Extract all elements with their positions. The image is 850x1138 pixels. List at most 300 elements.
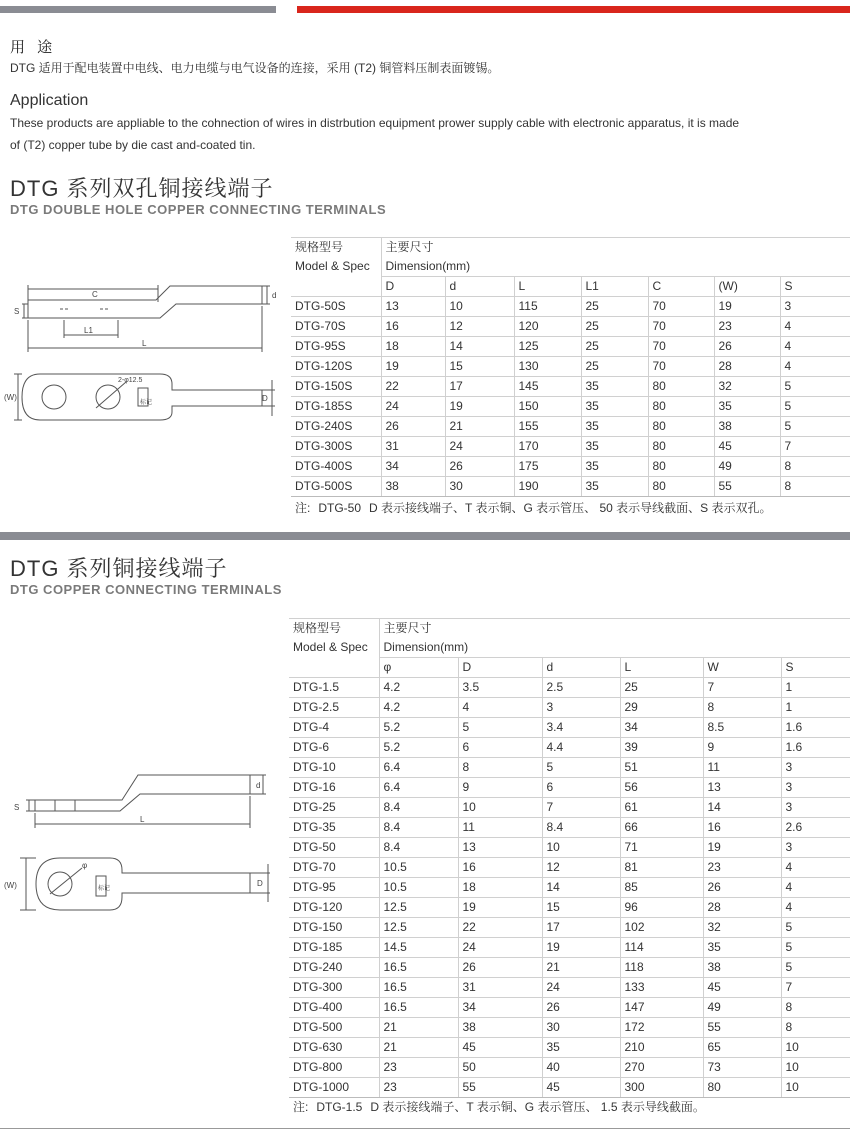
table-header-row (289, 619, 850, 639)
value-cell: 8 (781, 998, 850, 1018)
header-spec-en: Model & Spec (295, 259, 370, 274)
value-cell: 22 (381, 377, 445, 397)
value-cell: 14 (542, 878, 620, 898)
value-cell: 45 (703, 978, 781, 998)
value-cell: 16.5 (379, 978, 458, 998)
value-cell: 25 (581, 297, 648, 317)
value-cell: 35 (581, 417, 648, 437)
column-header: d (542, 658, 620, 678)
application-heading: Application (10, 92, 89, 109)
column-header: W (703, 658, 781, 678)
value-cell: 6 (542, 778, 620, 798)
value-cell: 25 (581, 317, 648, 337)
value-cell: 3.5 (458, 678, 542, 698)
table-row (289, 938, 850, 958)
value-cell: 5.2 (379, 738, 458, 758)
value-cell: 12 (542, 858, 620, 878)
dim-label-d-large: D (257, 879, 263, 888)
value-cell: 19 (458, 898, 542, 918)
value-cell: 80 (648, 457, 714, 477)
value-cell: 1.6 (781, 738, 850, 758)
double-hole-terminal-drawing (0, 280, 285, 430)
table-header-row (291, 238, 850, 258)
value-cell: 17 (542, 918, 620, 938)
value-cell: 5.2 (379, 718, 458, 738)
value-cell: 6 (458, 738, 542, 758)
value-cell: 35 (581, 437, 648, 457)
value-cell: 26 (445, 457, 514, 477)
header-spec-cn: 规格型号 (291, 238, 381, 258)
value-cell: 28 (714, 357, 780, 377)
dim-label-d-small: d (272, 291, 277, 300)
value-cell: 4.4 (542, 738, 620, 758)
value-cell: 18 (458, 878, 542, 898)
value-cell: 39 (620, 738, 703, 758)
value-cell: 16 (458, 858, 542, 878)
value-cell: 1 (781, 678, 850, 698)
value-cell: 8.4 (379, 798, 458, 818)
model-cell: DTG-50S (291, 297, 381, 317)
value-cell: 8.4 (542, 818, 620, 838)
value-cell: 80 (703, 1078, 781, 1098)
value-cell: 26 (542, 998, 620, 1018)
value-cell: 172 (620, 1018, 703, 1038)
value-cell: 5 (458, 718, 542, 738)
value-cell: 80 (648, 477, 714, 497)
value-cell: 65 (703, 1038, 781, 1058)
value-cell: 38 (714, 417, 780, 437)
value-cell: 18 (381, 337, 445, 357)
value-cell: 26 (703, 878, 781, 898)
header-dim-en: Dimension(mm) (381, 257, 850, 277)
value-cell: 9 (458, 778, 542, 798)
value-cell: 35 (581, 377, 648, 397)
value-cell: 19 (381, 357, 445, 377)
column-header: d (445, 277, 514, 297)
column-header: D (381, 277, 445, 297)
value-cell: 29 (620, 698, 703, 718)
value-cell: 15 (445, 357, 514, 377)
model-cell: DTG-400 (289, 998, 379, 1018)
section2-note (293, 1098, 705, 1115)
column-header: φ (379, 658, 458, 678)
value-cell: 145 (514, 377, 581, 397)
dim-label-c: C (92, 290, 98, 299)
model-cell: DTG-120S (291, 357, 381, 377)
header-spec-en: Model & Spec (293, 640, 368, 655)
dim-label-d-large: D (262, 394, 268, 403)
value-cell: 34 (620, 718, 703, 738)
value-cell: 35 (542, 1038, 620, 1058)
value-cell: 270 (620, 1058, 703, 1078)
value-cell: 13 (703, 778, 781, 798)
value-cell: 4 (781, 898, 850, 918)
value-cell: 155 (514, 417, 581, 437)
column-header-row (289, 658, 850, 678)
value-cell: 80 (648, 397, 714, 417)
usage-heading-cn: 用 途 (10, 39, 57, 56)
value-cell: 4.2 (379, 678, 458, 698)
value-cell: 5 (780, 377, 850, 397)
value-cell: 38 (458, 1018, 542, 1038)
value-cell: 24 (542, 978, 620, 998)
value-cell: 21 (379, 1018, 458, 1038)
table-row (289, 858, 850, 878)
value-cell: 26 (381, 417, 445, 437)
value-cell: 17 (445, 377, 514, 397)
model-cell: DTG-185S (291, 397, 381, 417)
column-header-spacer (291, 277, 381, 297)
table-row (289, 898, 850, 918)
value-cell: 3 (781, 798, 850, 818)
table-row (289, 1038, 850, 1058)
value-cell: 7 (780, 437, 850, 457)
value-cell: 120 (514, 317, 581, 337)
model-cell: DTG-630 (289, 1038, 379, 1058)
note-prefix: 注: (295, 501, 311, 515)
dim-label-l: L (142, 339, 147, 348)
model-cell: DTG-35 (289, 818, 379, 838)
value-cell: 35 (581, 397, 648, 417)
value-cell: 70 (648, 297, 714, 317)
value-cell: 3 (780, 297, 850, 317)
table-row (289, 738, 850, 758)
model-cell: DTG-1.5 (289, 678, 379, 698)
value-cell: 10.5 (379, 858, 458, 878)
bottom-rule (0, 1128, 850, 1129)
value-cell: 23 (703, 858, 781, 878)
value-cell: 55 (714, 477, 780, 497)
value-cell: 28 (703, 898, 781, 918)
value-cell: 70 (648, 317, 714, 337)
value-cell: 9 (703, 738, 781, 758)
value-cell: 35 (703, 938, 781, 958)
value-cell: 40 (542, 1058, 620, 1078)
value-cell: 19 (714, 297, 780, 317)
model-cell: DTG-1000 (289, 1078, 379, 1098)
value-cell: 38 (381, 477, 445, 497)
value-cell: 35 (581, 457, 648, 477)
model-cell: DTG-70 (289, 858, 379, 878)
table-row (291, 477, 850, 497)
value-cell: 81 (620, 858, 703, 878)
value-cell: 66 (620, 818, 703, 838)
value-cell: 4 (780, 317, 850, 337)
table-row (289, 778, 850, 798)
section1-title-cn: DTG 系列双孔铜接线端子 (10, 176, 274, 201)
value-cell: 5 (780, 417, 850, 437)
dim-label-d-small: d (256, 781, 261, 790)
value-cell: 125 (514, 337, 581, 357)
mark-label: 标记 (98, 886, 111, 892)
model-cell: DTG-70S (291, 317, 381, 337)
value-cell: 21 (445, 417, 514, 437)
value-cell: 11 (458, 818, 542, 838)
value-cell: 16 (703, 818, 781, 838)
header-dim-cn: 主要尺寸 (381, 238, 850, 258)
value-cell: 80 (648, 417, 714, 437)
application-text-line2: of (T2) copper tube by die cast and-coated tin. (10, 138, 256, 152)
table-row (291, 297, 850, 317)
dim-label-l: L (140, 815, 145, 824)
value-cell: 10 (542, 838, 620, 858)
value-cell: 10.5 (379, 878, 458, 898)
table-header-row (289, 638, 850, 658)
value-cell: 8 (780, 457, 850, 477)
note-prefix: 注: (293, 1100, 309, 1114)
table-row (289, 1058, 850, 1078)
table-row (291, 417, 850, 437)
double-hole-spec-table (291, 237, 850, 497)
value-cell: 190 (514, 477, 581, 497)
value-cell: 49 (703, 998, 781, 1018)
value-cell: 21 (542, 958, 620, 978)
table-row (289, 798, 850, 818)
dim-label-s: S (14, 803, 20, 812)
model-cell: DTG-50 (289, 838, 379, 858)
value-cell: 102 (620, 918, 703, 938)
table-header-row (291, 257, 850, 277)
value-cell: 6.4 (379, 758, 458, 778)
value-cell: 4.2 (379, 698, 458, 718)
value-cell: 45 (458, 1038, 542, 1058)
value-cell: 30 (445, 477, 514, 497)
value-cell: 3 (781, 838, 850, 858)
value-cell: 24 (381, 397, 445, 417)
table-row (289, 758, 850, 778)
model-cell: DTG-95 (289, 878, 379, 898)
value-cell: 35 (714, 397, 780, 417)
model-cell: DTG-400S (291, 457, 381, 477)
value-cell: 70 (648, 337, 714, 357)
model-cell: DTG-150S (291, 377, 381, 397)
model-cell: DTG-95S (291, 337, 381, 357)
value-cell: 1.6 (781, 718, 850, 738)
single-hole-terminal-drawing (0, 760, 285, 930)
value-cell: 5 (780, 397, 850, 417)
value-cell: 35 (581, 477, 648, 497)
column-header-row (291, 277, 850, 297)
value-cell: 13 (458, 838, 542, 858)
value-cell: 8 (780, 477, 850, 497)
value-cell: 130 (514, 357, 581, 377)
model-cell: DTG-16 (289, 778, 379, 798)
model-cell: DTG-2.5 (289, 698, 379, 718)
value-cell: 3 (781, 778, 850, 798)
model-cell: DTG-500S (291, 477, 381, 497)
value-cell: 31 (381, 437, 445, 457)
application-text-line1: These products are appliable to the cohnection of wires in distrbution equipment prower supply cable with electronic apparatus, it is made (10, 116, 740, 130)
column-header: L (620, 658, 703, 678)
note-text: D 表示接线端子、T 表示铜、G 表示管压、 1.5 表示导线截面。 (370, 1100, 705, 1114)
column-header-spacer (289, 658, 379, 678)
model-cell: DTG-800 (289, 1058, 379, 1078)
value-cell: 12.5 (379, 918, 458, 938)
value-cell: 12 (445, 317, 514, 337)
value-cell: 19 (542, 938, 620, 958)
model-cell: DTG-120 (289, 898, 379, 918)
column-header: S (781, 658, 850, 678)
value-cell: 115 (514, 297, 581, 317)
value-cell: 56 (620, 778, 703, 798)
value-cell: 55 (458, 1078, 542, 1098)
value-cell: 4 (781, 878, 850, 898)
section2-title-cn: DTG 系列铜接线端子 (10, 556, 228, 581)
value-cell: 3.4 (542, 718, 620, 738)
value-cell: 26 (714, 337, 780, 357)
dim-label-hole: 2-φ12.5 (118, 377, 143, 384)
table-row (289, 918, 850, 938)
value-cell: 4 (781, 858, 850, 878)
value-cell: 73 (703, 1058, 781, 1078)
table-row (289, 818, 850, 838)
table-row (291, 457, 850, 477)
header-dim-en: Dimension(mm) (379, 638, 850, 658)
value-cell: 23 (379, 1058, 458, 1078)
value-cell: 10 (781, 1078, 850, 1098)
value-cell: 10 (445, 297, 514, 317)
column-header: S (780, 277, 850, 297)
value-cell: 14 (445, 337, 514, 357)
value-cell: 3 (781, 758, 850, 778)
value-cell: 23 (714, 317, 780, 337)
table-row (291, 317, 850, 337)
model-cell: DTG-10 (289, 758, 379, 778)
value-cell: 34 (458, 998, 542, 1018)
copper-terminal-spec-table (289, 618, 850, 1098)
value-cell: 24 (458, 938, 542, 958)
value-cell: 45 (714, 437, 780, 457)
model-cell: DTG-240 (289, 958, 379, 978)
value-cell: 30 (542, 1018, 620, 1038)
model-cell: DTG-6 (289, 738, 379, 758)
table-row (289, 998, 850, 1018)
value-cell: 32 (714, 377, 780, 397)
dim-label-l1: L1 (84, 326, 93, 335)
value-cell: 7 (703, 678, 781, 698)
dim-label-w: (W) (4, 881, 17, 890)
value-cell: 8.5 (703, 718, 781, 738)
value-cell: 10 (781, 1038, 850, 1058)
table-row (289, 838, 850, 858)
table-row (289, 878, 850, 898)
column-header: (W) (714, 277, 780, 297)
header-dim-cn: 主要尺寸 (379, 619, 850, 639)
value-cell: 22 (458, 918, 542, 938)
value-cell: 26 (458, 958, 542, 978)
column-header: D (458, 658, 542, 678)
value-cell: 23 (379, 1078, 458, 1098)
top-gray-bar (0, 6, 276, 13)
dim-label-w: (W) (4, 393, 17, 402)
value-cell: 5 (781, 958, 850, 978)
usage-text-cn: DTG 适用于配电装置中电线、电力电缆与电气设备的连接，采用 (T2) 铜管料压制表面镀锡。 (10, 61, 500, 75)
value-cell: 4 (458, 698, 542, 718)
value-cell: 150 (514, 397, 581, 417)
table-row (291, 337, 850, 357)
value-cell: 6.4 (379, 778, 458, 798)
top-red-bar (297, 6, 850, 13)
value-cell: 25 (581, 337, 648, 357)
table-row (289, 718, 850, 738)
value-cell: 16.5 (379, 998, 458, 1018)
model-cell: DTG-150 (289, 918, 379, 938)
value-cell: 19 (703, 838, 781, 858)
value-cell: 21 (379, 1038, 458, 1058)
value-cell: 19 (445, 397, 514, 417)
value-cell: 300 (620, 1078, 703, 1098)
value-cell: 133 (620, 978, 703, 998)
model-cell: DTG-4 (289, 718, 379, 738)
model-cell: DTG-25 (289, 798, 379, 818)
value-cell: 1 (781, 698, 850, 718)
model-cell: DTG-300S (291, 437, 381, 457)
section2-title-en: DTG COPPER CONNECTING TERMINALS (10, 582, 282, 597)
table-row (289, 978, 850, 998)
note-model: DTG-50 (318, 501, 362, 515)
model-cell: DTG-240S (291, 417, 381, 437)
column-header: L (514, 277, 581, 297)
section1-note (295, 499, 772, 516)
section-divider-bar (0, 532, 850, 540)
value-cell: 45 (542, 1078, 620, 1098)
value-cell: 14 (703, 798, 781, 818)
note-model: DTG-1.5 (316, 1100, 363, 1114)
value-cell: 13 (381, 297, 445, 317)
model-cell: DTG-500 (289, 1018, 379, 1038)
model-cell: DTG-185 (289, 938, 379, 958)
value-cell: 7 (781, 978, 850, 998)
value-cell: 8 (703, 698, 781, 718)
header-spec-cn: 规格型号 (289, 619, 379, 639)
value-cell: 10 (781, 1058, 850, 1078)
column-header: C (648, 277, 714, 297)
value-cell: 10 (458, 798, 542, 818)
value-cell: 7 (542, 798, 620, 818)
value-cell: 15 (542, 898, 620, 918)
value-cell: 175 (514, 457, 581, 477)
table-row (291, 437, 850, 457)
table-row (289, 698, 850, 718)
mark-label: 标记 (140, 400, 153, 406)
value-cell: 51 (620, 758, 703, 778)
value-cell: 16 (381, 317, 445, 337)
value-cell: 118 (620, 958, 703, 978)
value-cell: 8.4 (379, 818, 458, 838)
value-cell: 12.5 (379, 898, 458, 918)
value-cell: 49 (714, 457, 780, 477)
value-cell: 31 (458, 978, 542, 998)
table-row (291, 357, 850, 377)
value-cell: 96 (620, 898, 703, 918)
table-row (289, 958, 850, 978)
value-cell: 80 (648, 377, 714, 397)
value-cell: 2.6 (781, 818, 850, 838)
value-cell: 11 (703, 758, 781, 778)
table-row (291, 397, 850, 417)
value-cell: 5 (781, 918, 850, 938)
table-row (289, 678, 850, 698)
value-cell: 8 (781, 1018, 850, 1038)
table-row (289, 1018, 850, 1038)
value-cell: 2.5 (542, 678, 620, 698)
value-cell: 5 (542, 758, 620, 778)
value-cell: 38 (703, 958, 781, 978)
value-cell: 34 (381, 457, 445, 477)
value-cell: 14.5 (379, 938, 458, 958)
value-cell: 55 (703, 1018, 781, 1038)
value-cell: 4 (780, 357, 850, 377)
